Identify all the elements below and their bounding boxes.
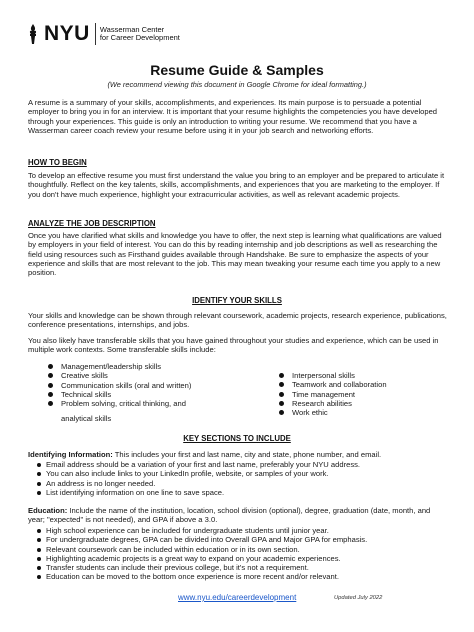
logo-wordmark: NYU [44,22,90,45]
list-item: Highlighting academic projects is a great way to expand on your academic experiences. [28,554,458,563]
education-info [28,506,448,525]
career-development-link[interactable]: www.nyu.edu/careerdevelopment [178,593,297,602]
logo-subtitle: Wasserman Center for Career Development [99,24,180,42]
list-item: Research abilities [277,399,457,408]
list-item: Email address should be a variation of your first and last name, preferably your NYU address. [28,460,458,469]
identifying-info [28,450,448,459]
list-item: Education can be moved to the bottom once experience is more recent and/or relevant. [28,572,458,581]
analyze-heading: ANALYZE THE JOB DESCRIPTION [28,219,156,228]
list-item: Transfer students can include their previous college, but it's not a requirement. [28,563,458,572]
list-item: List identifying information on one line to save space. [28,488,458,497]
how-to-begin-heading: HOW TO BEGIN [28,158,87,167]
list-item: You can also include links to your LinkedIn profile, website, or samples of your work. [28,469,458,478]
education-text: Include the name of the institution, location, school division (optional), degree, graduation (date, month, and year; "expected" is not needed), and GPA if above a 3.0. [28,506,431,525]
analyze-text: Once you have clarified what skills and knowledge you have to offer, the next step is learning what qualifications are valued by employers in your field of interest. You can do this by reading internship and job descriptions as well as researching the field using resources such as Firsthand guides available through Handshake. Be sure to emphasize the aspects of your experience and skills that are most relevant to the job. This may mean tweaking your resume each time you apply to a new position. [28,231,442,278]
logo-divider [95,23,96,45]
list-item: Interpersonal skills [277,371,457,380]
how-to-begin-text: To develop an effective resume you must first understand the value you bring to an employer and be prepared to articulate it thoughtfully. Reflect on the key talents, skills, accomplishments, and experiences that you are marketing to the employer. If you don't have much experience, highlight your extracurricular activities, as well as relevant academic projects. [28,171,445,199]
education-label: Education: [28,506,68,515]
identifying-text: This includes your first and last name, city and state, phone number, and email. [112,450,382,459]
list-item: Problem solving, critical thinking, and [46,399,256,408]
updated-date: Updated July 2022 [334,595,383,601]
skills-right-list [277,371,457,417]
list-item-continuation: analytical skills [61,414,112,423]
skills-heading: IDENTIFY YOUR SKILLS [192,296,282,305]
torch-icon [26,23,40,45]
list-item: High school experience can be included for undergraduate students until junior year. [28,526,458,535]
list-item: Relevant coursework can be included within education or in its own section. [28,545,458,554]
page-title: Resume Guide & Samples [150,62,324,78]
list-item: Management/leadership skills [46,362,256,371]
list-item: Work ethic [277,408,457,417]
nyu-logo [26,20,180,48]
list-item: Time management [277,390,457,399]
education-list [28,526,458,582]
list-item: Teamwork and collaboration [277,380,457,389]
intro-paragraph: A resume is a summary of your skills, accomplishments, and experiences. Its main purpose is to persuade a potential employer to bring you in for an interview. It is important that your resume highlights the competencies you have developed through your experiences. This guide is only an introduction to writing your resume. We recommend that you have a Wasserman career coach review your resume before using it in your job search and networking efforts. [28,98,438,135]
key-sections-heading: KEY SECTIONS TO INCLUDE [183,434,291,443]
list-item: Creative skills [46,371,256,380]
skills-left-list [46,362,256,408]
list-item: For undergraduate degrees, GPA can be divided into Overall GPA and Major GPA for emphasis. [28,535,458,544]
skills-text-1: Your skills and knowledge can be shown through relevant coursework, academic projects, research experience, publications, conference presentations, internships, and jobs. [28,311,447,330]
identifying-list [28,460,458,497]
list-item: An address is no longer needed. [28,479,458,488]
list-item: Technical skills [46,390,256,399]
skills-text-2: You also likely have transferable skills that you have gained throughout your studies and experience, which can be used in multiple work contexts. Some transferable skills include: [28,336,439,355]
page-subtitle: (We recommend viewing this document in Google Chrome for ideal formatting.) [107,80,367,89]
identifying-label: Identifying Information: [28,450,113,459]
list-item: Communication skills (oral and written) [46,381,256,390]
